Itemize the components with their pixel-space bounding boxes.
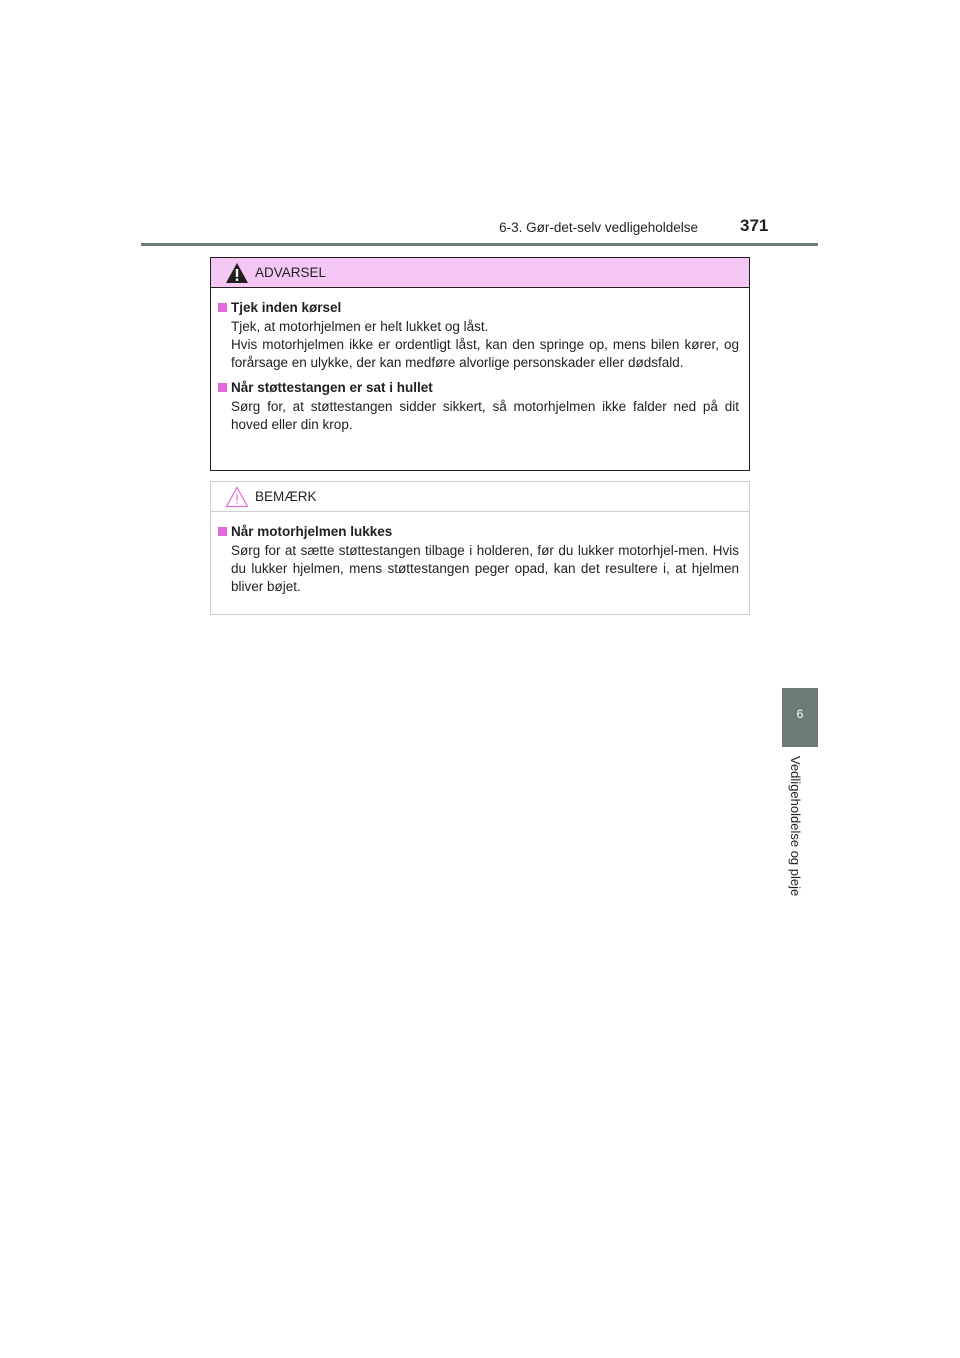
bullet-square-icon — [218, 383, 227, 392]
paragraph: Hvis motorhjelmen ikke er ordentligt låst, kan den springe op, mens bilen kører, og forårsage en ulykke, der kan medføre alvorlige personskader eller dødsfald. — [231, 337, 739, 370]
warning-item-heading: Når støttestangen er sat i hullet — [231, 380, 433, 395]
page-number: 371 — [740, 216, 769, 235]
warning-triangle-filled-icon — [225, 262, 249, 284]
warning-item-title — [218, 378, 739, 397]
chapter-tab: 6 — [782, 688, 818, 747]
chapter-label: Vedligeholdelse og pleje — [788, 756, 803, 897]
warning-item — [218, 378, 739, 434]
notice-item-heading: Når motorhjelmen lukkes — [231, 524, 393, 539]
paragraph: Tjek, at motorhjelmen er helt lukket og låst. — [231, 319, 489, 334]
notice-header — [211, 482, 749, 512]
bullet-square-icon — [218, 527, 227, 536]
bullet-square-icon — [218, 303, 227, 312]
notice-item — [218, 522, 739, 596]
caution-triangle-outline-icon — [225, 486, 249, 508]
paragraph: Sørg for at sætte støttestangen tilbage i holderen, før du lukker motorhjel-men. Hvis du lukker hjelmen, mens støttestangen peger opad, kan det resultere i, at hjelmen bliver bøjet. — [231, 543, 739, 594]
notice-item-text — [218, 542, 739, 596]
warning-header — [211, 258, 749, 288]
notice-title: BEMÆRK — [255, 489, 317, 504]
warning-body — [211, 288, 749, 434]
warning-item-text — [218, 398, 739, 434]
warning-box — [210, 257, 750, 471]
paragraph: Sørg for, at støttestangen sidder sikkert, så motorhjelmen ikke falder ned på dit hoved eller din krop. — [231, 399, 739, 432]
section-title: 6-3. Gør-det-selv vedligeholdelse — [499, 220, 698, 235]
notice-body — [211, 512, 749, 596]
warning-title: ADVARSEL — [255, 265, 327, 280]
notice-item-title — [218, 522, 739, 541]
warning-item-title — [218, 298, 739, 317]
warning-item — [218, 298, 739, 372]
warning-item-text — [218, 318, 739, 372]
warning-item-heading: Tjek inden kørsel — [231, 300, 342, 315]
header-divider — [141, 243, 818, 246]
notice-box — [210, 481, 750, 615]
